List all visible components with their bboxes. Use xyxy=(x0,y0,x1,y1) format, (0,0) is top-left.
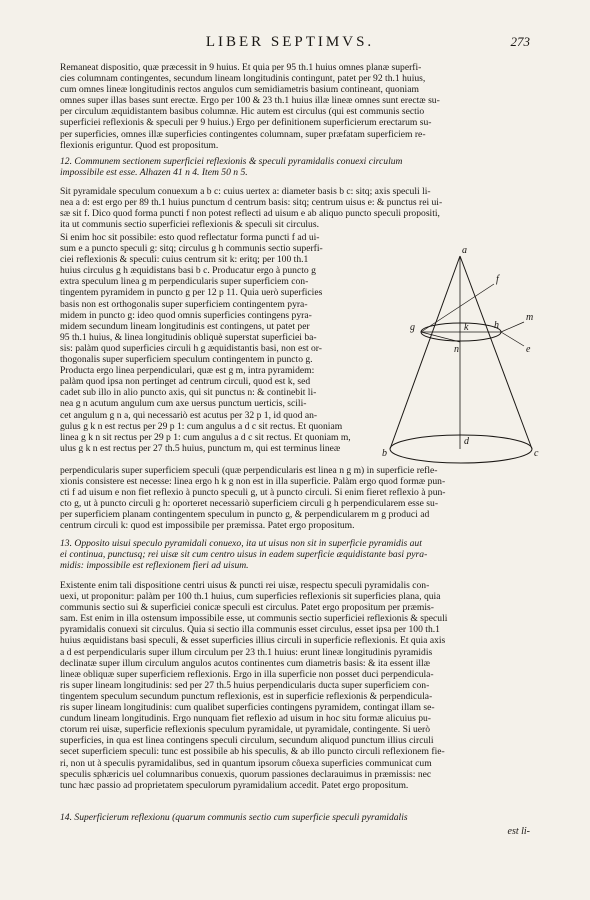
text-line: gulus g k n est rectus per 29 p 1: cum angulus a d c sit rectus. Et quoniam xyxy=(60,420,343,432)
text-line: cadet sub illo in alio puncto axis, qui sit punctus n: & continebit li- xyxy=(60,387,317,399)
text-line: nea a d: est ergo per 89 th.1 huius punctum d centrum basis: sitq; centrum uisus e: & punctus rei ui- xyxy=(60,197,443,209)
text-line: superficiei reflexionis & speculi per 9 huius.) Ergo per definitionem superficierum erectarum su- xyxy=(60,117,432,129)
text-line: Si enim hoc sit possibile: esto quod reflectatur forma puncti f ad ui- xyxy=(60,232,320,243)
text-line: speculis sphæricis uel columnaribus conuexis, quorum passiones declarauimus in præmissis: nec xyxy=(60,768,432,780)
text-line: sis: palàm quod superficies circuli h g æquidistantis basi, non est or- xyxy=(60,342,322,354)
text-line: ciei reflexionis & speculi: cuius centrum sit k: eritq; per 100 th.1 xyxy=(60,254,309,266)
text-line: nea g n acutum angulum cum axe uersus punctum uerticis, scili- xyxy=(60,398,307,410)
pyramid-figure xyxy=(382,244,542,474)
text-line: cundum lineam longitudinis. Ergo nunquam fiet reflexio ad uisum in hoc situ formæ alicuius pu- xyxy=(60,713,431,725)
text-line: ulus g k n est rectus per 27 th.5 huius, punctum m, qui est terminus lineæ xyxy=(60,442,341,454)
text-line: Sit pyramidale speculum conuexum a b c: cuius uertex a: diameter basis b c: sitq; axis speculi li- xyxy=(60,186,431,197)
text-line: xionis consistere est necesse: linea ergo h k g non est in illa superficie. Palàm ergo quod formæ pun- xyxy=(60,476,446,488)
text-line: basis non est orthogonalis super superficiem contingentem pyra- xyxy=(60,298,308,310)
label-a: a xyxy=(462,245,467,256)
text-line: lineæ obliquæ super superficiem reflexionis. Ergo in illa superficie non posset duci perpendicula- xyxy=(60,668,434,680)
text-line: tunc hæc passio ad proprietatem speculorum pyramidalium accedit. Patet ergo propositum. xyxy=(60,779,409,791)
text-line: linea g k n sit rectus per 29 p 1: cum angulus a d c sit rectus. Et quoniam m, xyxy=(60,431,351,443)
proposition-12-heading xyxy=(60,156,540,178)
cone-side-left xyxy=(390,256,460,449)
text-line: ris super lineam longitudinis: sed per 27 th.5 huius perpendicularis ducta super superficiem con- xyxy=(60,679,430,691)
proposition-14-heading xyxy=(60,812,540,823)
text-line: uexi, ut proponitur: palàm per 100 th.1 huius, cum superficies reflexionis sit superficies plana, quia xyxy=(60,591,441,603)
text-line: thogonalis super superficiem speculum contingentem in puncto g. xyxy=(60,354,313,366)
text-line: Existente enim tali dispositione centri uisus & puncti rei uisæ, respectu speculi pyramidalis con- xyxy=(60,580,430,591)
paragraph-perpendicularis xyxy=(60,465,540,532)
text-line: extra speculum linea g m perpendicularis super superficiem con- xyxy=(60,276,309,288)
text-line: 95 th.1 huius, & linea longitudinis obliquè superstat superficiei ba- xyxy=(60,331,317,343)
paragraph-si-enim xyxy=(60,232,378,454)
text-line: ris super lineam longitudinis: cum qualibet superficies contingens pyramidem, contingat illam se- xyxy=(60,702,435,714)
label-f: f xyxy=(496,274,499,285)
text-line: ctorum rei uisæ, superficie reflexionis speculum pyramidale, ut pyramidale, contingente. Si uerò xyxy=(60,724,431,736)
text-line: perpendicularis super superficiem speculi (quæ perpendicularis est linea n g m) in superficie refle- xyxy=(60,465,438,476)
text-line: Remaneat dispositio, quæ præcessit in 9 huius. Et quia per 95 th.1 huius omnes planæ superfi- xyxy=(60,62,422,73)
text-line: midis: impossibile est reflexionem fieri ad uisum. xyxy=(60,560,249,572)
label-h: h xyxy=(494,320,499,331)
text-line: Producta ergo linea perpendiculari, quæ est g m, intra pyramidem: xyxy=(60,365,315,377)
text-line: midem in puncto g: ideo quod omnis superficies contingens pyra- xyxy=(60,309,312,321)
paragraph-sit-pyramidale xyxy=(60,186,540,230)
label-m: m xyxy=(526,312,534,323)
text-line: sam. Est enim in illa ostensum impossibile esse, ut communis sectio superficiei reflexionis & speculi xyxy=(60,613,448,625)
label-c: c xyxy=(534,448,539,459)
text-line: secet superficiem speculi: tunc est possibile ab his speculis, & ab illo puncto circuli reflexionem fie- xyxy=(60,746,445,758)
text-line: declinatæ super illum circulum angulos acutos continentes cum diametris basis: & ita essent illæ xyxy=(60,657,431,669)
text-line: per superficiem planam contingentem speculum in puncto g, & perpendicularem m g produci ad xyxy=(60,509,430,521)
text-line: palàm quod ipsa non pertinget ad centrum circuli, quod est k, sed xyxy=(60,376,311,388)
text-line: superficies, in qua est linea contingens speculi circulum, secundum aliquod punctum illius circuli xyxy=(60,735,434,747)
text-line: cies columnam contingentes, secundum lineam longitudinis contingunt, patet per 92 th.1 huius, xyxy=(60,73,426,85)
text-line: pyramidalis conuexi sit circulus. Quia si sectio illa communis esset circulus, esset ipsa per 100 th.1 xyxy=(60,624,440,636)
text-line: flexionis eriguntur. Quod est propositum. xyxy=(60,139,219,151)
cone-base xyxy=(390,435,532,463)
text-line: centrum circuli k: quod est impossibile per præmissa. Patet ergo propositum. xyxy=(60,520,355,532)
running-title: LIBER SEPTIMVS. xyxy=(205,34,375,50)
label-g: g xyxy=(410,322,415,333)
text-line: midem secundum lineam longitudinis est contingens, ut patet per xyxy=(60,320,310,332)
text-line: per superficies, omnes illæ superficies contingentes columnam, super præfatam superficiem re- xyxy=(60,128,426,140)
proposition-13-heading xyxy=(60,538,540,571)
text-line: tingentem pyramidem in puncto g per 12 p 11. Quia uerò superficies xyxy=(60,287,323,299)
text-line: ei continua, punctusq; rei uisæ sit cum centro uisus in eadem superficie æquidistante basi pyra- xyxy=(60,549,428,561)
line-to-e xyxy=(501,332,524,346)
catchword: est li- xyxy=(507,826,530,837)
label-e: e xyxy=(526,344,531,355)
text-line: communis sectio sui & superficiei conicæ speculi est circulus. Patet ergo propositum per præmis- xyxy=(60,602,434,614)
paragraph-existente xyxy=(60,580,540,791)
label-b: b xyxy=(382,448,387,459)
paragraph-remaneat xyxy=(60,62,540,151)
label-d: d xyxy=(464,436,469,447)
text-line: 14. Superficierum reflexionu (quarum communis sectio cum superficie speculi pyramidalis xyxy=(60,812,408,823)
page-number: 273 xyxy=(510,34,530,49)
text-line: cto g, ut à puncto circuli g h: oporteret necessariò superficiem circuli g h perpendicularem esse su- xyxy=(60,498,439,510)
cone-diagram-svg xyxy=(382,244,542,474)
text-line: sæ sit f. Dico quod forma puncti f non potest reflecti ad uisum e ab aliquo puncto speculi propositi, xyxy=(60,208,440,220)
text-line: 13. Opposito uisui speculo pyramidali conuexo, ita ut uisus non sit in superficie pyramidis aut xyxy=(60,538,422,549)
text-line: omnes super illas bases sunt erectæ. Ergo per 100 & 23 th.1 huius illæ lineæ omnes sunt erectæ su- xyxy=(60,95,440,107)
text-line: ita ut communis sectio superficiei reflexionis & speculi sit circulus. xyxy=(60,219,319,231)
line-to-m xyxy=(501,322,524,332)
text-line: cet angulum g n a, qui necessariò est acutus per 32 p 1, id quod an- xyxy=(60,409,318,421)
text-line: huius circulus g h æquidistans basi b c. Producatur ergo à puncto g xyxy=(60,265,316,277)
page-header xyxy=(0,34,590,56)
text-line: sum e a puncto speculi g: sitq; circulus g h communis sectio superfi- xyxy=(60,243,323,255)
text-line: huius æquidistans basi speculi, & esset superficies illius circuli in superficie reflexionis. Et quia axis xyxy=(60,635,446,647)
label-n: n xyxy=(454,344,459,355)
text-line: tingentem speculum secundum punctum reflexionis, est in superficie reflexionis & perpendicula- xyxy=(60,690,433,702)
text-line: impossibile est esse. Alhazen 41 n 4. Item 50 n 5. xyxy=(60,167,248,179)
text-line: ri, non ut à speculis pyramidalibus, sed in quantum ipsorum côuexa superficies communicat cum xyxy=(60,757,432,769)
text-line: cum omnes lineæ longitudinis rectos angulos cum semidiametris basium contineant, quoniam xyxy=(60,84,419,96)
text-line: a d est perpendicularis super illum circulum per 23 th.1 huius: erunt lineæ longitudinis pyramidis xyxy=(60,646,433,658)
label-k: k xyxy=(464,322,469,333)
text-line: per circulum æquidistantem basibus columnæ. Hic autem est circulus (qui est communis sectio xyxy=(60,106,425,118)
text-line: 12. Communem sectionem superficiei reflexionis & speculi pyramidalis conuexi circulum xyxy=(60,156,403,167)
text-line: cti f ad uisum e non fiet reflexio à puncto speculi g, ut à puncto circuli. Si enim fieret reflexio à pun- xyxy=(60,487,446,499)
